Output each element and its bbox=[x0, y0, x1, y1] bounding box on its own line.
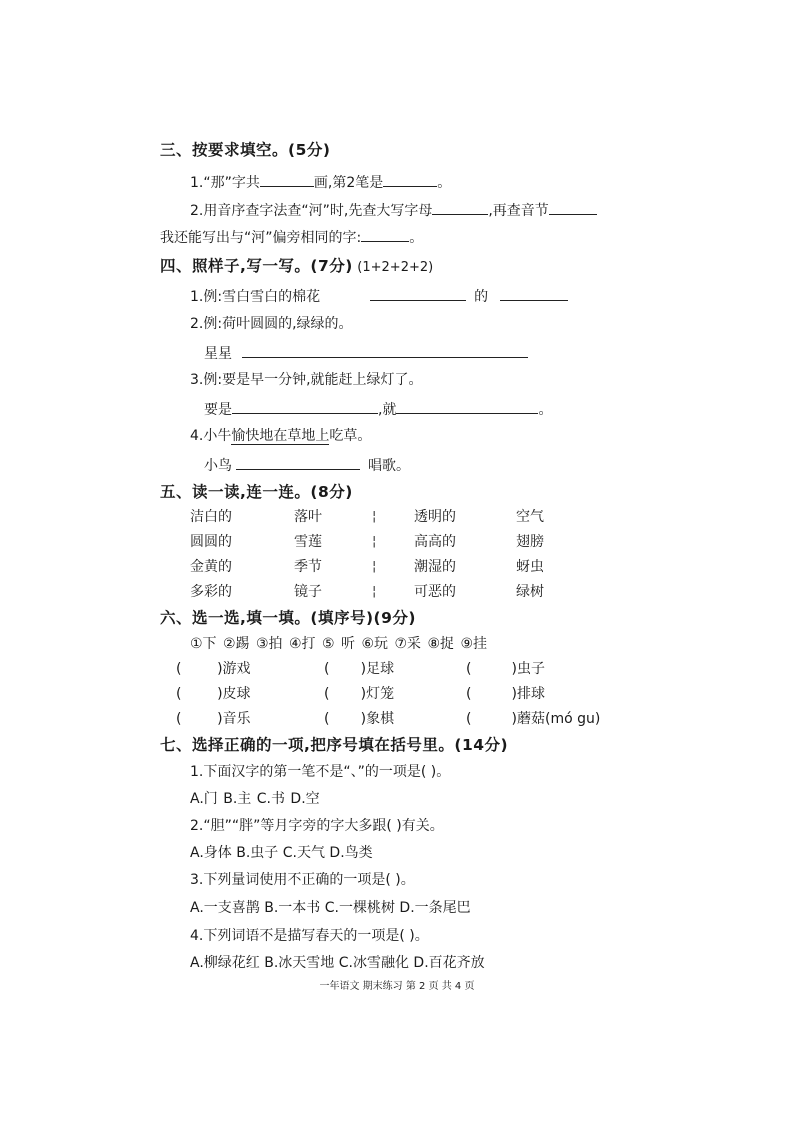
s4-q3-jiu: ,就 bbox=[378, 402, 397, 418]
s3-q1-text-b: 画,第2笔是 bbox=[313, 175, 384, 191]
s6-item-label: 虫子 bbox=[516, 661, 545, 677]
s4-q4-changge: 唱歌。 bbox=[368, 458, 410, 474]
s6-row3-item2 bbox=[324, 709, 394, 729]
s3-q2-blank-2[interactable] bbox=[549, 199, 597, 215]
s3-q1-text-a: 1.“那”字共 bbox=[190, 175, 260, 191]
s4-q1-de: 的 bbox=[474, 289, 489, 305]
s5-divider-2: ¦ bbox=[372, 534, 377, 549]
section-4-heading: 四、照样子,写一写。(7分) bbox=[160, 257, 353, 275]
s7-q4-options: A.柳绿花红 B.冰天雪地 C.冰雪融化 D.百花齐放 bbox=[190, 955, 485, 971]
s6-item-label: 排球 bbox=[516, 686, 545, 702]
s4-q3-blank-1[interactable] bbox=[232, 398, 378, 414]
s6-row2-item3 bbox=[466, 684, 545, 704]
s6-item-label: 象棋 bbox=[366, 711, 395, 727]
s7-q2-options: A.身体 B.虫子 C.天气 D.鸟类 bbox=[190, 845, 373, 861]
s4-question-3: 3.例:要是早一分钟,就能赶上绿灯了。 bbox=[190, 372, 423, 388]
s4-q4-blank[interactable] bbox=[236, 454, 360, 470]
s3-q1-blank-2[interactable] bbox=[383, 171, 437, 187]
s4-question-4-answer bbox=[204, 454, 410, 476]
section-3-heading: 三、按要求填空。(5分) bbox=[160, 141, 331, 159]
s5-left-noun-3: 季节 bbox=[294, 559, 322, 575]
s4-question-2: 2.例:荷叶圆圆的,绿绿的。 bbox=[190, 316, 353, 332]
s4-q1-blank-2[interactable] bbox=[500, 285, 568, 301]
s4-question-3-answer bbox=[204, 398, 552, 420]
s3-question-1 bbox=[190, 171, 451, 193]
s4-q4-underlined: 愉快地在草地上 bbox=[231, 428, 330, 444]
s4-q4-xiaoniao: 小鸟 bbox=[204, 458, 232, 474]
s6-answer-paren[interactable]: ( ) bbox=[324, 711, 367, 727]
s5-left-adj-4: 多彩的 bbox=[190, 584, 232, 600]
s7-question-1: 1.下面汉字的第一笔不是“、”的一项是( )。 bbox=[190, 764, 451, 780]
s3-q1-blank-1[interactable] bbox=[260, 171, 314, 187]
s5-left-adj-1: 洁白的 bbox=[190, 509, 232, 525]
s4-q1-blank-1[interactable] bbox=[370, 285, 466, 301]
s6-row2-item2 bbox=[324, 684, 394, 704]
s6-row1-item2 bbox=[324, 659, 394, 679]
s6-item-label: 皮球 bbox=[222, 686, 251, 702]
s6-answer-paren[interactable]: ( ) bbox=[466, 661, 517, 677]
s5-right-noun-4: 绿树 bbox=[516, 584, 544, 600]
section-5-heading: 五、读一读,连一连。(8分) bbox=[160, 483, 353, 501]
s5-right-adj-3: 潮湿的 bbox=[414, 559, 456, 575]
s5-divider-4: ¦ bbox=[372, 584, 377, 599]
s4-question-4 bbox=[190, 426, 371, 446]
section-4-heading-row bbox=[160, 256, 433, 278]
s7-q1-options: A.门 B.主 C.书 D.空 bbox=[190, 791, 320, 807]
section-7-heading: 七、选择正确的一项,把序号填在括号里。(14分) bbox=[160, 736, 509, 754]
s5-right-noun-3: 蚜虫 bbox=[516, 559, 544, 575]
s4-q2-blank[interactable] bbox=[242, 342, 528, 358]
s6-answer-paren[interactable]: ( ) bbox=[466, 711, 517, 727]
s4-q3-blank-2[interactable] bbox=[396, 398, 538, 414]
s6-answer-paren[interactable]: ( ) bbox=[466, 686, 517, 702]
s5-divider-3: ¦ bbox=[372, 559, 377, 574]
s6-row1-item3 bbox=[466, 659, 545, 679]
s5-right-adj-1: 透明的 bbox=[414, 509, 456, 525]
s6-row1-item1 bbox=[176, 659, 251, 679]
s4-q4-text-b: 吃草。 bbox=[329, 428, 372, 444]
s5-left-adj-3: 金黄的 bbox=[190, 559, 232, 575]
s6-answer-paren[interactable]: ( ) bbox=[176, 686, 223, 702]
page-footer: 一年语文 期末练习 第 2 页 共 4 页 bbox=[319, 981, 475, 992]
s6-answer-paren[interactable]: ( ) bbox=[176, 661, 223, 677]
s4-q3-yaoshi: 要是 bbox=[204, 402, 232, 418]
s6-answer-paren[interactable]: ( ) bbox=[324, 686, 367, 702]
s5-right-adj-2: 高高的 bbox=[414, 534, 456, 550]
s3-q2-text-a: 2.用音序查字法查“河”时,先查大写字母 bbox=[190, 203, 433, 219]
s4-question-2-answer bbox=[204, 342, 528, 364]
s4-score-note: (1+2+2+2) bbox=[357, 260, 434, 275]
s4-question-1 bbox=[190, 285, 568, 307]
s3-question-2-cont bbox=[160, 226, 423, 248]
s6-options: ①下 ②踢 ③拍 ④打 ⑤ 听 ⑥玩 ⑦采 ⑧捉 ⑨挂 bbox=[190, 636, 488, 652]
s6-row2-item1 bbox=[176, 684, 251, 704]
s6-row3-item3 bbox=[466, 709, 600, 729]
s6-item-label: 灯笼 bbox=[366, 686, 395, 702]
s3-question-2 bbox=[190, 199, 597, 221]
s7-question-2: 2.“胆”“胖”等月字旁的字大多跟( )有关。 bbox=[190, 818, 444, 834]
s6-item-label: 足球 bbox=[366, 661, 395, 677]
s5-right-noun-2: 翅膀 bbox=[516, 534, 544, 550]
s7-question-4: 4.下列词语不是描写春天的一项是( )。 bbox=[190, 928, 429, 944]
s5-divider-1: ¦ bbox=[372, 509, 377, 524]
s4-q1-example: 1.例:雪白雪白的棉花 bbox=[190, 289, 321, 305]
s6-answer-paren[interactable]: ( ) bbox=[324, 661, 367, 677]
s7-question-3: 3.下列量词使用不正确的一项是( )。 bbox=[190, 872, 415, 888]
s3-q2-text-c: 我还能写出与“河”偏旁相同的字: bbox=[160, 230, 362, 246]
s4-q4-text-a: 4.小牛 bbox=[190, 428, 232, 444]
s3-q2-text-d: 。 bbox=[409, 230, 424, 246]
s5-left-noun-1: 落叶 bbox=[294, 509, 322, 525]
s3-q1-text-c: 。 bbox=[437, 175, 452, 191]
s6-item-label: 游戏 bbox=[222, 661, 251, 677]
s3-q2-blank-3[interactable] bbox=[361, 226, 409, 242]
s5-left-adj-2: 圆圆的 bbox=[190, 534, 232, 550]
s6-row3-item1 bbox=[176, 709, 251, 729]
s5-right-adj-4: 可恶的 bbox=[414, 584, 456, 600]
s6-answer-paren[interactable]: ( ) bbox=[176, 711, 223, 727]
s3-q2-blank-1[interactable] bbox=[432, 199, 488, 215]
s7-q3-options: A.一支喜鹊 B.一本书 C.一棵桃树 D.一条尾巴 bbox=[190, 900, 471, 916]
s3-q2-text-b: ,再查音节 bbox=[488, 203, 549, 219]
s6-item-label: 蘑菇(mó gu) bbox=[516, 711, 601, 727]
s5-right-noun-1: 空气 bbox=[516, 509, 544, 525]
s4-q3-end: 。 bbox=[538, 402, 553, 418]
s5-left-noun-4: 镜子 bbox=[294, 584, 322, 600]
s6-item-label: 音乐 bbox=[222, 711, 251, 727]
section-6-heading: 六、选一选,填一填。(填序号)(9分) bbox=[160, 609, 417, 627]
s4-q2-xingxing: 星星 bbox=[204, 346, 232, 362]
s5-left-noun-2: 雪莲 bbox=[294, 534, 322, 550]
